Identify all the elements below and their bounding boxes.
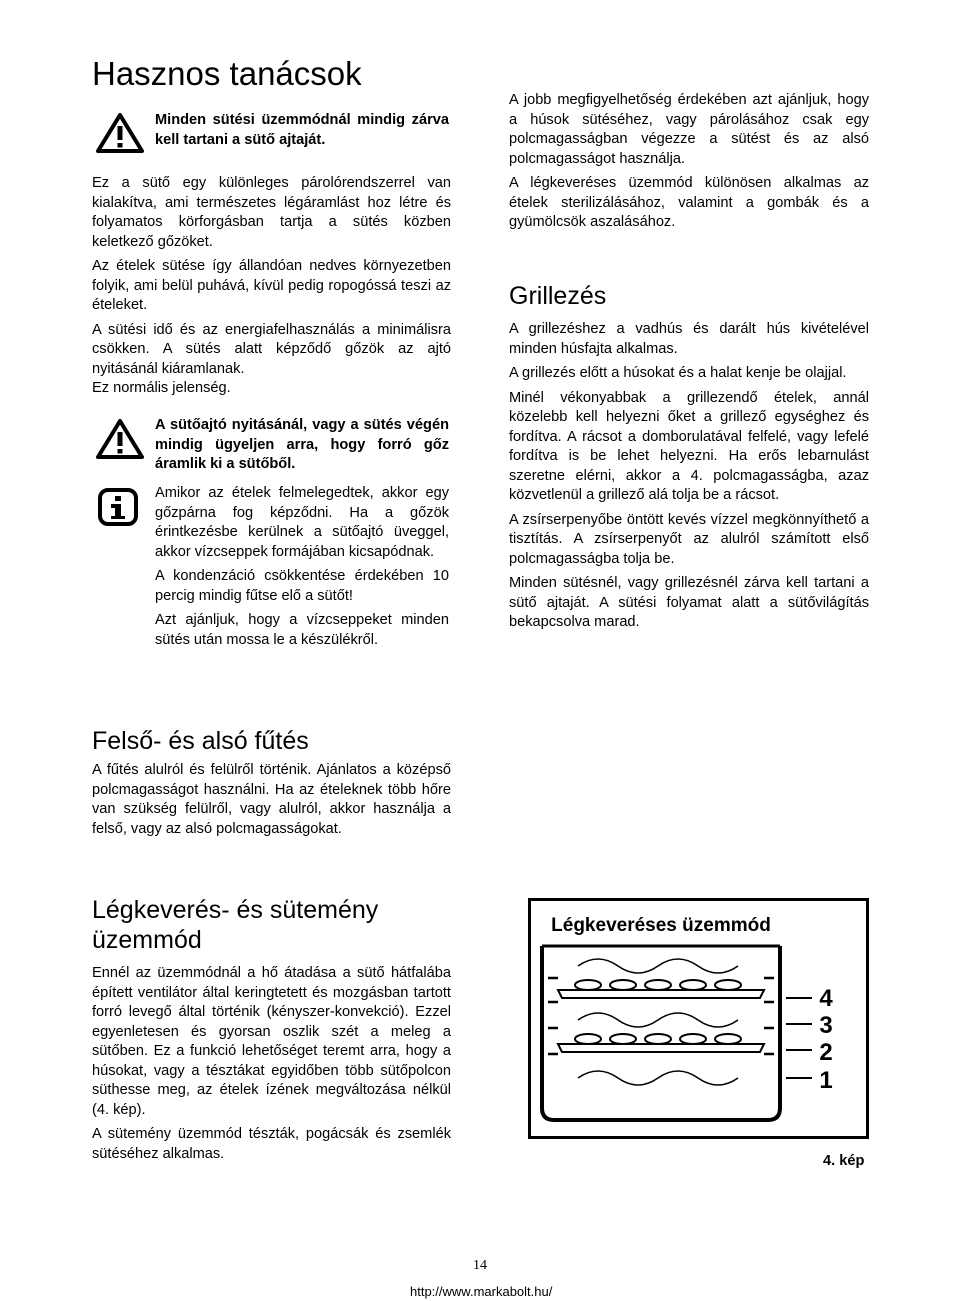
intro-paragraphs: [92, 174, 451, 399]
paragraph: A grillezés előtt a húsokat és a halat kenje be olajjal.: [509, 365, 847, 381]
paragraph: Minden sütésnél, vagy grillezésnél zárva kell tartani a sütő ajtaját. A sütési folyamat alatt a sütővilágítás bekapcsolva marad.: [509, 575, 869, 630]
paragraph: A sütési idő és az energiafelhasználás a minimálisra csökken. A sütés alatt képződő gőzök az ajtó nyitásánál kiáramlanak.: [92, 321, 451, 377]
paragraph: A kondenzáció csökkentése érdekében 10 percig mindig fűtse elő a sütőt!: [155, 568, 449, 604]
footer-url[interactable]: http://www.markabolt.hu/: [410, 1284, 553, 1299]
warning-icon: [95, 112, 145, 154]
paragraph: A sütemény üzemmód tészták, pogácsák és zsemlék sütéséhez alkalmas.: [92, 1126, 451, 1162]
paragraph: Ez normális jelenség.: [92, 380, 231, 396]
right-intro-paragraphs: [509, 91, 869, 233]
section-convection: [92, 964, 451, 1164]
paragraph: A zsírserpenyőbe öntött kevés vízzel megkönnyíthető a tisztítás. A zsírserpenyőt az alulról számított első polcmagasságba tolja be.: [509, 511, 869, 567]
shelf-number-1: 1: [819, 1067, 833, 1094]
paragraph: A fűtés alulról és felülről történik. Ajánlatos a középső polcmagasságot használni. Ha az ételeknek több hőre van szükség felülről, vagy alulról, akkor használja a felső, vagy az alsó polcmagasságokat.: [92, 762, 451, 837]
figure-caption: 4. kép: [823, 1153, 865, 1169]
section-title-line: Légkeverés- és sütemény: [92, 896, 379, 924]
paragraph: Amikor az ételek felmelegedtek, akkor egy gőzpárna fog képződni. Ha a gőzök érintkezésbe kerülnek a sütőajtó üveggel, akkor vízcseppek formájában kicsapódnak.: [155, 485, 449, 560]
shelf-number-4: 4: [819, 985, 833, 1012]
section-title-convection: [92, 895, 378, 955]
paragraph: Ez a sütő egy különleges párolórendszerrel van kialakítva, ami természetes légáramlást hoz létre és folyamatos körforgásban tartja a sütés közben keletkező gőzöket.: [92, 175, 451, 250]
paragraph: Minél vékonyabbak a grillezendő ételek, annál közelebb kell helyezni őket a grillező egységhez és fordítva. A rácsot a domborulatával felfelé, vagy lefelé fordítva is be lehet helyezni. Ha erős lebarnulást szeretne elérni, akkor a 4. polcmagasságba, azaz közvetlenül a grillező alá tolja be a rácsot.: [509, 389, 869, 503]
section-title-grill: Grillezés: [509, 282, 607, 310]
section-grill: [509, 320, 869, 633]
info-paragraphs: [155, 484, 449, 650]
shelf-number-3: 3: [819, 1012, 833, 1039]
section-upper-lower-heating: [92, 761, 451, 839]
section-title-line: üzemmód: [92, 926, 202, 954]
page-title: Hasznos tanácsok: [92, 55, 362, 92]
paragraph: A jobb megfigyelhetőség érdekében azt ajánljuk, hogy a húsok sütéséhez, vagy párolásához csak egy polcmagasságban végezze a sütést és az alsó polcmagasságot használja.: [509, 92, 869, 167]
oven-figure: [528, 898, 869, 1139]
page-number: 14: [473, 1258, 487, 1273]
paragraph: A grillezéshez a vadhús és darált hús kivételével minden húsfajta alkalmas.: [509, 321, 869, 357]
warning-icon: [95, 418, 145, 460]
warning-text-door-closed: Minden sütési üzemmódnál mindig zárva kell tartani a sütő ajtaját.: [155, 112, 449, 148]
info-icon: [97, 487, 139, 527]
paragraph: A légkeveréses üzemmód különösen alkalmas az ételek sterilizálásához, valamint a gombák és a gyümölcsök aszalásához.: [509, 175, 869, 230]
shelf-number-2: 2: [819, 1039, 833, 1066]
paragraph: Ennél az üzemmódnál a hő átadása a sütő hátfalába épített ventilátor által keringtetett és mozgásban tartott forró levegő által történik (kényszer-konvekció). Ezzel egyenletesen és gyorsan oszlik szét a meleg a sütőben. Ez a funkció lehetőséget teremt arra, hogy a húsokat, vagy a tésztákat egyidőben több sütőpolcon süthesse meg, az ételek ízének megváltozása nélkül (4. kép).: [92, 965, 451, 1118]
figure-label: Légkeveréses üzemmód: [551, 915, 771, 936]
warning-text-hot-steam: A sütőajtó nyitásánál, vagy a sütés végén mindig ügyeljen arra, hogy forró gőz áramlik ki a sütőből.: [155, 417, 449, 472]
paragraph: Az ételek sütése így állandóan nedves környezetben folyik, ami belül puhává, kívül pedig ropogóssá teszi az ételeket.: [92, 258, 451, 313]
paragraph: Azt ajánljuk, hogy a vízcseppeket minden sütés után mossa le a készülékről.: [155, 612, 449, 648]
section-title-upper-lower-heating: Felső- és alsó fűtés: [92, 727, 309, 755]
